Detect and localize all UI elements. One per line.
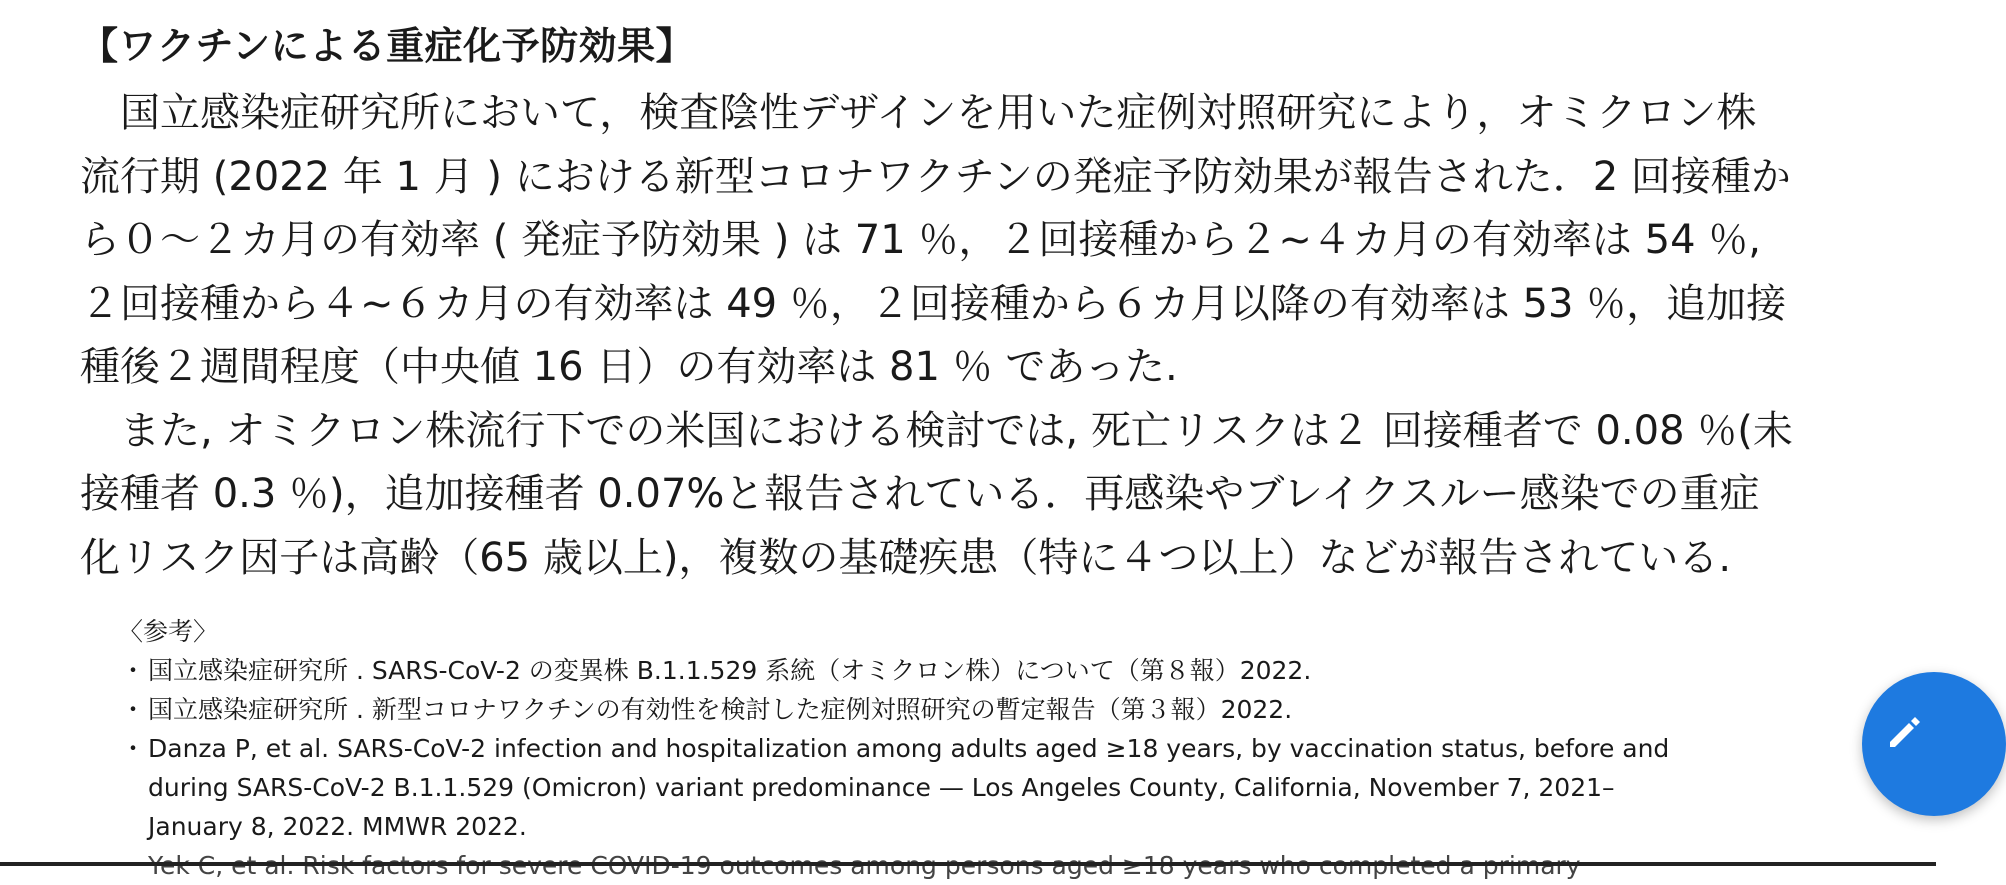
text-line: 化リスク因子は高齢（65 歳以上)，複数の基礎疾患（特に４つ以上）などが報告されている. (80, 534, 1732, 581)
text-line: 流行期 (2022 年 1 月 ) における新型コロナワクチンの発症予防効果が報告された．2 回接種か (80, 153, 1791, 200)
text-line: 種後２週間程度（中央値 16 日）の有効率は 81 ％ であった. (80, 344, 1178, 390)
reference-text: 国立感染症研究所 . 新型コロナワクチンの有効性を検討した症例対照研究の暫定報告（第３報）2022. (148, 695, 1293, 724)
reference-item (118, 690, 1898, 729)
reference-text: Danza P, et al. SARS-CoV-2 infection and hospitalization among adults aged ≥18 years, by vaccination status, before and (148, 734, 1670, 763)
body-text (80, 82, 1860, 590)
paragraph-2 (80, 400, 1860, 591)
reference-item (118, 729, 1898, 846)
text-line: ら０～２カ月の有効率 ( 発症予防効果 ) は 71 ％，２回接種から２~４カ月の有効率は 54 ％, (80, 217, 1761, 263)
text-line: 接種者 0.3 ％)，追加接種者 0.07%と報告されている．再感染やブレイクスルー感染での重症 (80, 471, 1760, 517)
bullet: ・ (120, 695, 146, 724)
text-line: 国立感染症研究所において，検査陰性デザインを用いた症例対照研究により，オミクロン株 (120, 90, 1757, 136)
bullet: ・ (120, 734, 146, 763)
section-heading: 【ワクチンによる重症化予防効果】 (80, 24, 695, 68)
text-line: また, オミクロン株流行下での米国における検討では, 死亡リスクは２ 回接種者で 0.08 ％(未 (120, 407, 1793, 454)
pencil-icon (1884, 712, 1924, 752)
references (118, 612, 1898, 864)
reference-item (118, 651, 1898, 690)
bottom-edge (0, 862, 1936, 866)
bullet: ・ (120, 656, 146, 685)
references-title: 〈参考〉 (118, 617, 219, 646)
reference-text: during SARS-CoV-2 B.1.1.529 (Omicron) variant predominance — Los Angeles County, California, November 7, 2021– (148, 773, 1615, 802)
edit-fab-button[interactable] (1862, 672, 2006, 816)
text-line: ２回接種から４~６カ月の有効率は 49 ％，２回接種から６カ月以降の有効率は 53 ％，追加接 (80, 280, 1787, 327)
reference-text: January 8, 2022. MMWR 2022. (148, 812, 527, 841)
paragraph-1 (80, 82, 1860, 400)
reference-text: 国立感染症研究所 . SARS-CoV-2 の変異株 B.1.1.529 系統（オミクロン株）について（第８報）2022. (148, 656, 1312, 685)
